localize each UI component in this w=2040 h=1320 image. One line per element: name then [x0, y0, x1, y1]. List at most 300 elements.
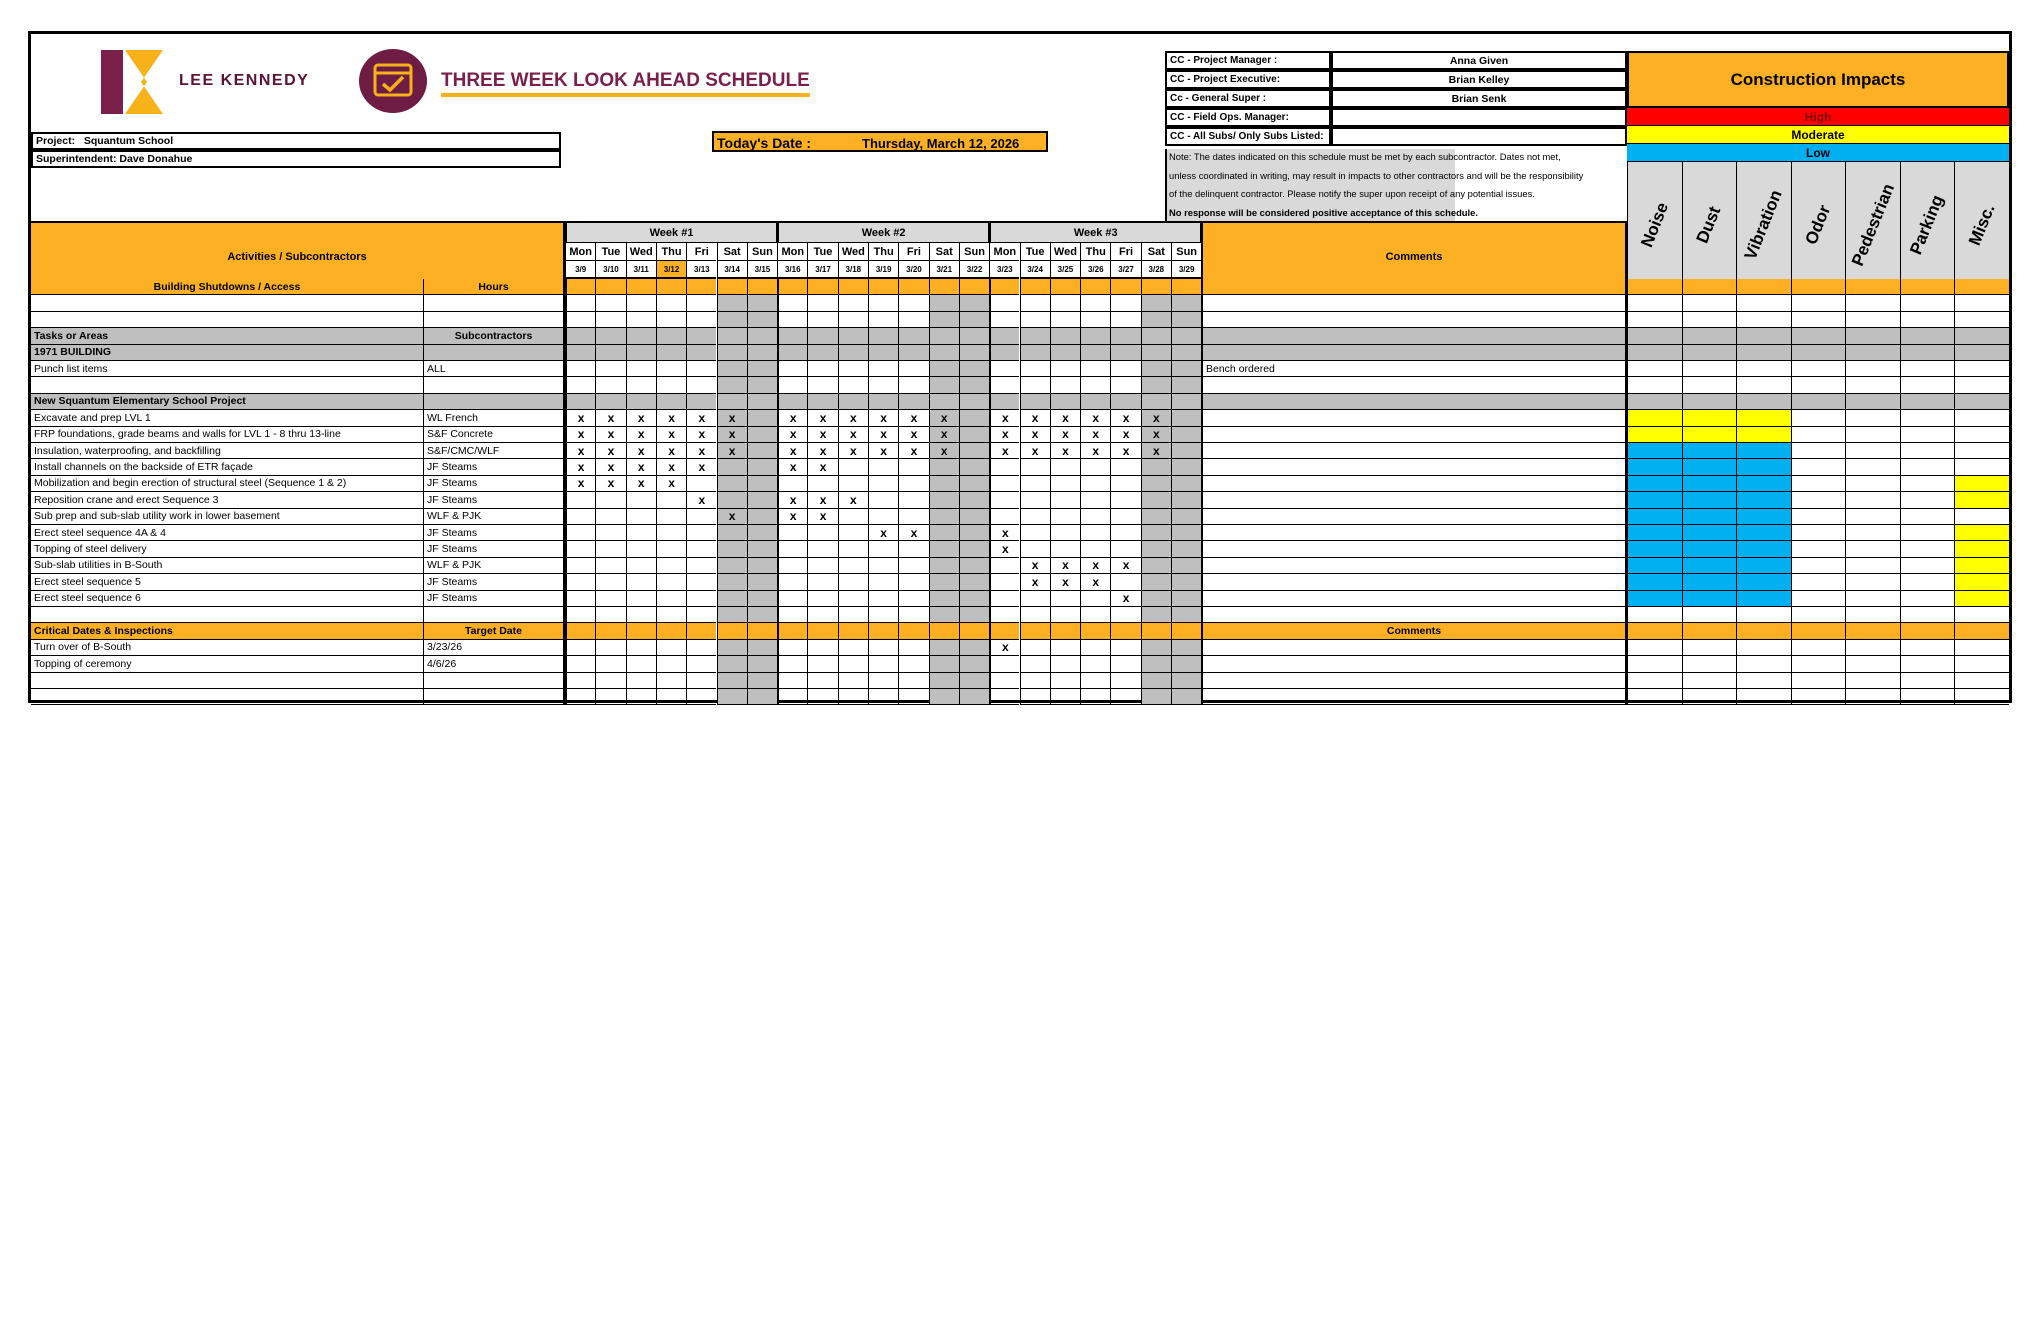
day-cell: [717, 574, 747, 590]
task-cell: Sub-slab utilities in B-South: [31, 558, 424, 574]
day-cell: [777, 312, 807, 328]
task-marker: x: [1050, 574, 1080, 590]
task-marker: x: [868, 427, 898, 443]
comment-cell: [1201, 558, 1627, 574]
impact-cell: [1900, 361, 1955, 377]
impact-flag: [1736, 541, 1791, 557]
impact-cell: [1954, 640, 2009, 656]
day-cell: [656, 640, 686, 656]
day-cell: [717, 361, 747, 377]
day-cell: [565, 279, 595, 295]
day-cell: [989, 459, 1019, 475]
day-cell: [565, 607, 595, 623]
task-marker: x: [989, 541, 1019, 557]
day-cell: [1020, 509, 1050, 525]
task-cell: Erect steel sequence 6: [31, 591, 424, 607]
day-cell: [959, 394, 989, 410]
day-cell: [1020, 640, 1050, 656]
task-cell: Mobilization and begin erection of structural steel (Sequence 1 & 2): [31, 476, 424, 492]
day-cell: [777, 591, 807, 607]
task-marker: x: [717, 509, 747, 525]
day-cell: [747, 476, 777, 492]
day-cell: [1080, 312, 1110, 328]
day-cell: [898, 558, 928, 574]
day-cell: [868, 607, 898, 623]
impact-cell: [1682, 345, 1737, 361]
impact-cell: [1845, 312, 1900, 328]
impact-column-label: Vibration: [1740, 186, 1787, 262]
task-marker: x: [1080, 574, 1110, 590]
day-cell: [1171, 623, 1201, 639]
day-cell: [656, 345, 686, 361]
day-cell: [686, 345, 716, 361]
day-cell: [747, 394, 777, 410]
impact-flag: [1682, 591, 1737, 607]
day-cell: [565, 525, 595, 541]
day-cell: [929, 558, 959, 574]
day-cell: [1110, 345, 1140, 361]
day-cell: [565, 295, 595, 311]
day-cell: [1141, 345, 1171, 361]
date-header: 3/9: [565, 261, 595, 279]
comment-cell: [1201, 574, 1627, 590]
impact-cell: [1845, 443, 1900, 459]
task-marker: x: [717, 410, 747, 426]
day-cell: [1080, 525, 1110, 541]
impact-cell: [1845, 377, 1900, 393]
day-cell: [989, 509, 1019, 525]
day-header: Sat: [1141, 243, 1171, 261]
day-cell: [1110, 673, 1140, 689]
day-cell: [595, 525, 625, 541]
task-marker: x: [565, 410, 595, 426]
day-cell: [747, 279, 777, 295]
day-header: Fri: [686, 243, 716, 261]
comment-cell: [1201, 689, 1627, 705]
task-marker: x: [1050, 558, 1080, 574]
task-marker: x: [686, 492, 716, 508]
day-cell: [1141, 361, 1171, 377]
impact-cell: [1682, 623, 1737, 639]
day-cell: [717, 312, 747, 328]
day-cell: [989, 591, 1019, 607]
day-cell: [868, 558, 898, 574]
day-cell: [717, 541, 747, 557]
impact-cell: [1627, 279, 1682, 295]
day-cell: [717, 345, 747, 361]
impact-cell: [1900, 394, 1955, 410]
day-cell: [656, 656, 686, 672]
day-cell: [626, 377, 656, 393]
day-cell: [747, 623, 777, 639]
day-cell: [1050, 476, 1080, 492]
day-cell: [565, 656, 595, 672]
impact-cell: [1791, 492, 1846, 508]
task-marker: x: [626, 427, 656, 443]
table-row: [31, 476, 2009, 492]
impact-cell: [1791, 623, 1846, 639]
day-cell: [807, 279, 837, 295]
day-cell: [686, 295, 716, 311]
impact-cell: [1954, 607, 2009, 623]
impact-column-label: Pedestrian: [1847, 180, 1898, 269]
day-cell: [717, 328, 747, 344]
day-cell: [656, 558, 686, 574]
day-cell: [717, 591, 747, 607]
impact-cell: [1791, 279, 1846, 295]
impact-flag: [1682, 459, 1737, 475]
day-cell: [717, 295, 747, 311]
day-cell: [717, 377, 747, 393]
task-marker: x: [989, 443, 1019, 459]
day-cell: [838, 459, 868, 475]
task-cell: Install channels on the backside of ETR façade: [31, 459, 424, 475]
subcontractor-cell: [424, 312, 565, 328]
day-cell: [595, 394, 625, 410]
day-cell: [1171, 295, 1201, 311]
table-row: [31, 443, 2009, 459]
task-marker: x: [656, 410, 686, 426]
subcontractor-cell: JF Steams: [424, 492, 565, 508]
day-cell: [747, 312, 777, 328]
task-marker: x: [1080, 427, 1110, 443]
impact-cell: [1900, 312, 1955, 328]
day-cell: [595, 377, 625, 393]
day-cell: [595, 689, 625, 705]
task-marker: x: [989, 410, 1019, 426]
day-cell: [777, 673, 807, 689]
comment-cell: [1201, 673, 1627, 689]
subcontractor-cell: WLF & PJK: [424, 558, 565, 574]
day-cell: [1080, 328, 1110, 344]
day-cell: [1110, 607, 1140, 623]
day-cell: [565, 361, 595, 377]
impact-level-moderate: Moderate: [1627, 126, 2009, 144]
day-cell: [686, 607, 716, 623]
impact-cell: [1736, 377, 1791, 393]
day-cell: [929, 525, 959, 541]
date-header: 3/16: [777, 261, 807, 279]
day-cell: [626, 656, 656, 672]
day-cell: [807, 689, 837, 705]
superintendent-field: Superintendent: Dave Donahue: [31, 150, 561, 168]
table-row: [31, 361, 2009, 377]
day-cell: [1050, 295, 1080, 311]
subcontractor-cell: [424, 673, 565, 689]
day-cell: [717, 492, 747, 508]
day-cell: [868, 689, 898, 705]
day-cell: [1020, 295, 1050, 311]
impact-level-high: High: [1627, 108, 2009, 126]
task-marker: x: [807, 410, 837, 426]
day-cell: [959, 410, 989, 426]
note-line: of the delinquent contractor. Please notify the super upon receipt of any potential issues.: [1169, 188, 1535, 199]
date-header: 3/27: [1110, 261, 1140, 279]
day-cell: [777, 541, 807, 557]
day-cell: [959, 377, 989, 393]
impact-cell: [1900, 492, 1955, 508]
day-cell: [747, 492, 777, 508]
task-marker: x: [1050, 427, 1080, 443]
impact-cell: [1845, 689, 1900, 705]
day-cell: [595, 345, 625, 361]
impact-cell: [1736, 361, 1791, 377]
contact-label: CC - Field Ops. Manager:: [1165, 108, 1331, 127]
task-marker: x: [807, 509, 837, 525]
impact-cell: [1900, 509, 1955, 525]
day-cell: [1050, 279, 1080, 295]
day-cell: [747, 541, 777, 557]
day-cell: [989, 492, 1019, 508]
subcontractor-cell: JF Steams: [424, 476, 565, 492]
impact-cell: [1954, 312, 2009, 328]
table-row: [31, 689, 2009, 705]
impact-flag: [1954, 591, 2009, 607]
subcontractor-cell: WLF & PJK: [424, 509, 565, 525]
day-cell: [1110, 492, 1140, 508]
task-marker: x: [565, 476, 595, 492]
day-cell: [1050, 525, 1080, 541]
day-cell: [898, 476, 928, 492]
day-cell: [989, 623, 1019, 639]
comment-cell: [1201, 427, 1627, 443]
day-cell: [959, 623, 989, 639]
lee-kennedy-logo: [101, 50, 181, 116]
day-cell: [929, 295, 959, 311]
impact-cell: [1627, 394, 1682, 410]
task-marker: x: [1110, 410, 1140, 426]
day-cell: [838, 623, 868, 639]
day-cell: [1020, 459, 1050, 475]
task-cell: New Squantum Elementary School Project: [31, 394, 424, 410]
day-cell: [1080, 541, 1110, 557]
day-cell: [1020, 476, 1050, 492]
day-cell: [868, 361, 898, 377]
comment-cell: Comments: [1201, 623, 1627, 639]
subcontractor-cell: Subcontractors: [424, 328, 565, 344]
impact-cell: [1791, 427, 1846, 443]
day-cell: [959, 591, 989, 607]
day-cell: [686, 279, 716, 295]
day-cell: [717, 656, 747, 672]
impact-cell: [1954, 279, 2009, 295]
day-cell: [747, 459, 777, 475]
day-cell: [929, 591, 959, 607]
day-cell: [959, 673, 989, 689]
day-cell: [717, 525, 747, 541]
day-cell: [686, 328, 716, 344]
day-cell: [1110, 361, 1140, 377]
subcontractor-cell: [424, 607, 565, 623]
impact-cell: [1736, 328, 1791, 344]
impact-cell: [1845, 476, 1900, 492]
day-cell: [898, 312, 928, 328]
impact-cell: [1682, 656, 1737, 672]
impact-cell: [1682, 312, 1737, 328]
day-cell: [959, 492, 989, 508]
impact-cell: [1736, 607, 1791, 623]
day-cell: [1171, 492, 1201, 508]
day-cell: [989, 377, 1019, 393]
day-cell: [1110, 328, 1140, 344]
day-cell: [777, 394, 807, 410]
impact-cell: [1791, 377, 1846, 393]
impact-cell: [1791, 345, 1846, 361]
impact-cell: [1900, 689, 1955, 705]
impact-cell: [1900, 279, 1955, 295]
contact-label: CC - Project Executive:: [1165, 70, 1331, 89]
table-row: [31, 574, 2009, 590]
impact-cell: [1954, 295, 2009, 311]
impact-cell: [1627, 312, 1682, 328]
impact-cell: [1900, 345, 1955, 361]
day-cell: [868, 640, 898, 656]
impact-cell: [1682, 607, 1737, 623]
impact-cell: [1736, 295, 1791, 311]
task-marker: x: [777, 492, 807, 508]
impact-column-misc: [1954, 162, 2009, 289]
date-header: 3/13: [686, 261, 716, 279]
day-cell: [777, 377, 807, 393]
day-cell: [747, 607, 777, 623]
day-cell: [656, 328, 686, 344]
impact-cell: [1791, 295, 1846, 311]
day-cell: [989, 345, 1019, 361]
impact-cell: [1845, 656, 1900, 672]
day-header: Wed: [838, 243, 868, 261]
task-cell: Excavate and prep LVL 1: [31, 410, 424, 426]
day-cell: [565, 591, 595, 607]
table-row: [31, 279, 2009, 295]
date-header: 3/11: [626, 261, 656, 279]
day-cell: [1171, 361, 1201, 377]
day-cell: [959, 525, 989, 541]
day-cell: [656, 295, 686, 311]
impact-cell: [1791, 328, 1846, 344]
day-cell: [565, 541, 595, 557]
impact-flag: [1736, 591, 1791, 607]
date-header: 3/23: [989, 261, 1019, 279]
table-row: [31, 591, 2009, 607]
day-cell: [868, 345, 898, 361]
task-marker: x: [1110, 427, 1140, 443]
day-cell: [1171, 591, 1201, 607]
impact-cell: [1845, 361, 1900, 377]
day-cell: [626, 361, 656, 377]
day-cell: [1110, 656, 1140, 672]
company-name: LEE KENNEDY: [179, 72, 310, 89]
day-cell: [807, 295, 837, 311]
day-cell: [868, 279, 898, 295]
task-cell: Punch list items: [31, 361, 424, 377]
task-cell: Tasks or Areas: [31, 328, 424, 344]
day-cell: [989, 312, 1019, 328]
task-marker: x: [595, 410, 625, 426]
impact-cell: [1682, 394, 1737, 410]
impact-cell: [1627, 377, 1682, 393]
day-cell: [1050, 394, 1080, 410]
day-cell: [595, 623, 625, 639]
impact-cell: [1682, 295, 1737, 311]
day-cell: [595, 541, 625, 557]
table-row: [31, 541, 2009, 557]
impact-cell: [1682, 279, 1737, 295]
impact-cell: [1900, 410, 1955, 426]
day-cell: [717, 558, 747, 574]
day-cell: [898, 377, 928, 393]
day-cell: [838, 640, 868, 656]
impact-cell: [1845, 492, 1900, 508]
day-cell: [1171, 525, 1201, 541]
task-marker: x: [1141, 427, 1171, 443]
day-cell: [807, 558, 837, 574]
day-cell: [1141, 476, 1171, 492]
impact-cell: [1845, 279, 1900, 295]
contact-label: CC - All Subs/ Only Subs Listed:: [1165, 127, 1331, 146]
day-cell: [959, 295, 989, 311]
day-cell: [626, 607, 656, 623]
day-cell: [717, 640, 747, 656]
task-cell: FRP foundations, grade beams and walls for LVL 1 - 8 thru 13-line: [31, 427, 424, 443]
impact-flag: [1627, 525, 1682, 541]
impact-flag: [1627, 492, 1682, 508]
note-line: unless coordinated in writing, may result in impacts to other contractors and will be the responsibility: [1169, 169, 1584, 181]
task-marker: x: [656, 476, 686, 492]
day-cell: [1080, 345, 1110, 361]
day-header: Thu: [656, 243, 686, 261]
day-cell: [686, 377, 716, 393]
impact-cell: [1845, 509, 1900, 525]
task-marker: x: [717, 427, 747, 443]
impact-flag: [1736, 574, 1791, 590]
day-cell: [1050, 623, 1080, 639]
impact-cell: [1845, 525, 1900, 541]
impact-column-label: Misc.: [1964, 201, 1999, 248]
day-cell: [747, 673, 777, 689]
day-cell: [838, 476, 868, 492]
day-cell: [626, 492, 656, 508]
impact-column-noise: [1627, 162, 1682, 289]
day-cell: [868, 656, 898, 672]
table-row: [31, 640, 2009, 656]
impact-flag: [1954, 541, 2009, 557]
impact-cell: [1900, 427, 1955, 443]
day-cell: [868, 476, 898, 492]
impact-flag: [1736, 492, 1791, 508]
impact-cell: [1627, 607, 1682, 623]
day-cell: [959, 279, 989, 295]
day-cell: [1080, 656, 1110, 672]
day-cell: [595, 640, 625, 656]
day-cell: [1110, 525, 1140, 541]
day-cell: [959, 541, 989, 557]
task-marker: x: [595, 459, 625, 475]
day-cell: [838, 607, 868, 623]
impact-cell: [1791, 558, 1846, 574]
day-cell: [747, 525, 777, 541]
note-line: Note: The dates indicated on this schedule must be met by each subcontractor. Dates not met,: [1169, 151, 1561, 162]
day-cell: [929, 607, 959, 623]
day-cell: [565, 558, 595, 574]
day-cell: [747, 558, 777, 574]
task-marker: x: [595, 427, 625, 443]
day-header: Sun: [1171, 243, 1201, 261]
task-marker: x: [626, 443, 656, 459]
impact-cell: [1954, 656, 2009, 672]
impact-flag: [1682, 410, 1737, 426]
task-marker: x: [868, 443, 898, 459]
impact-cell: [1791, 574, 1846, 590]
